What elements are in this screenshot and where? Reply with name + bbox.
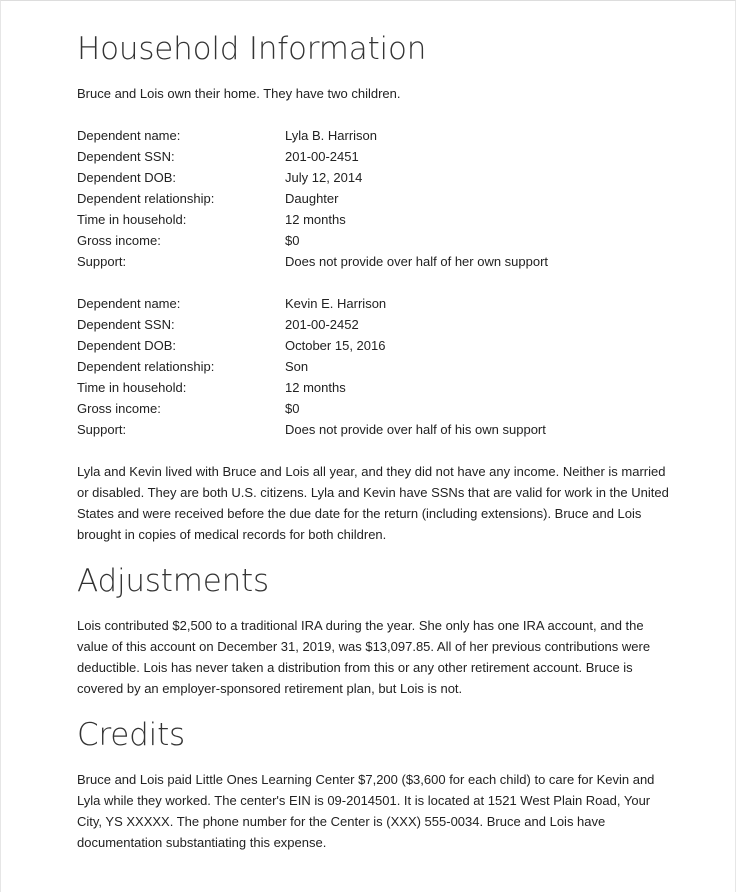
dependent-value: Does not provide over half of his own support xyxy=(285,422,546,437)
dependent-block-2 xyxy=(77,293,677,440)
dependent-value: Son xyxy=(285,359,309,374)
dependent-row xyxy=(77,146,677,167)
dependent-value: 12 months xyxy=(285,380,346,395)
dependent-label: Support: xyxy=(77,422,127,437)
dependent-row xyxy=(77,125,677,146)
dependent-value: 12 months xyxy=(285,212,346,227)
dependent-row xyxy=(77,230,677,251)
dependent-value: Does not provide over half of her own support xyxy=(285,254,549,269)
dependent-row xyxy=(77,419,677,440)
document-content xyxy=(77,1,677,853)
dependent-label: Dependent SSN: xyxy=(77,317,175,332)
household-heading: Household Information xyxy=(77,31,427,67)
dependent-row xyxy=(77,314,677,335)
household-intro: Bruce and Lois own their home. They have two children. xyxy=(77,86,401,101)
dependent-value: 201-00-2451 xyxy=(285,149,359,164)
dependent-row xyxy=(77,251,677,272)
dependent-label: Dependent name: xyxy=(77,296,181,311)
adjustments-body: Lois contributed $2,500 to a traditional IRA during the year. She only has one IRA account, and the value of this account on December 31, 2019, was $13,097.85. All of her previous contributions were deductible. Lois has never taken a distribution from this or any other retirement account. Bruce is covered by an employer-sponsored retirement plan, but Lois is not. xyxy=(77,618,651,696)
dependent-label: Time in household: xyxy=(77,380,187,395)
dependent-label: Support: xyxy=(77,254,127,269)
dependent-label: Time in household: xyxy=(77,212,187,227)
dependent-row xyxy=(77,188,677,209)
dependent-row xyxy=(77,293,677,314)
dependent-block-1 xyxy=(77,125,677,272)
dependent-label: Dependent DOB: xyxy=(77,170,177,185)
dependent-value: Kevin E. Harrison xyxy=(285,296,387,311)
dependent-row xyxy=(77,335,677,356)
dependent-row xyxy=(77,398,677,419)
dependent-value: October 15, 2016 xyxy=(285,338,386,353)
dependent-value: Daughter xyxy=(285,191,339,206)
adjustments-heading: Adjustments xyxy=(77,563,269,599)
dependent-label: Gross income: xyxy=(77,401,161,416)
dependent-label: Gross income: xyxy=(77,233,161,248)
dependent-value: July 12, 2014 xyxy=(285,170,363,185)
dependent-row xyxy=(77,167,677,188)
dependent-label: Dependent relationship: xyxy=(77,359,215,374)
dependent-label: Dependent relationship: xyxy=(77,191,215,206)
dependent-row xyxy=(77,377,677,398)
credits-body: Bruce and Lois paid Little Ones Learning Center $7,200 ($3,600 for each child) to care for Kevin and Lyla while they worked. The center's EIN is 09-2014501. It is located at 1521 West Plain Road, Your City, YS XXXXX. The phone number for the Center is (XXX) 555-0034. Bruce and Lois have documentation substantiating this expense. xyxy=(77,772,655,850)
dependent-value: $0 xyxy=(285,233,300,248)
dependent-value: Lyla B. Harrison xyxy=(285,128,377,143)
credits-heading: Credits xyxy=(77,717,185,753)
dependent-label: Dependent DOB: xyxy=(77,338,177,353)
dependent-row xyxy=(77,356,677,377)
dependent-row xyxy=(77,209,677,230)
dependent-value: 201-00-2452 xyxy=(285,317,359,332)
dependent-value: $0 xyxy=(285,401,300,416)
dependent-label: Dependent SSN: xyxy=(77,149,175,164)
dependent-label: Dependent name: xyxy=(77,128,181,143)
household-summary: Lyla and Kevin lived with Bruce and Lois all year, and they did not have any income. Neither is married or disabled. They are both U.S. citizens. Lyla and Kevin have SSNs that are valid for work in the United States and were received before the due date for the return (including extensions). Bruce and Lois brought in copies of medical records for both children. xyxy=(77,464,669,542)
